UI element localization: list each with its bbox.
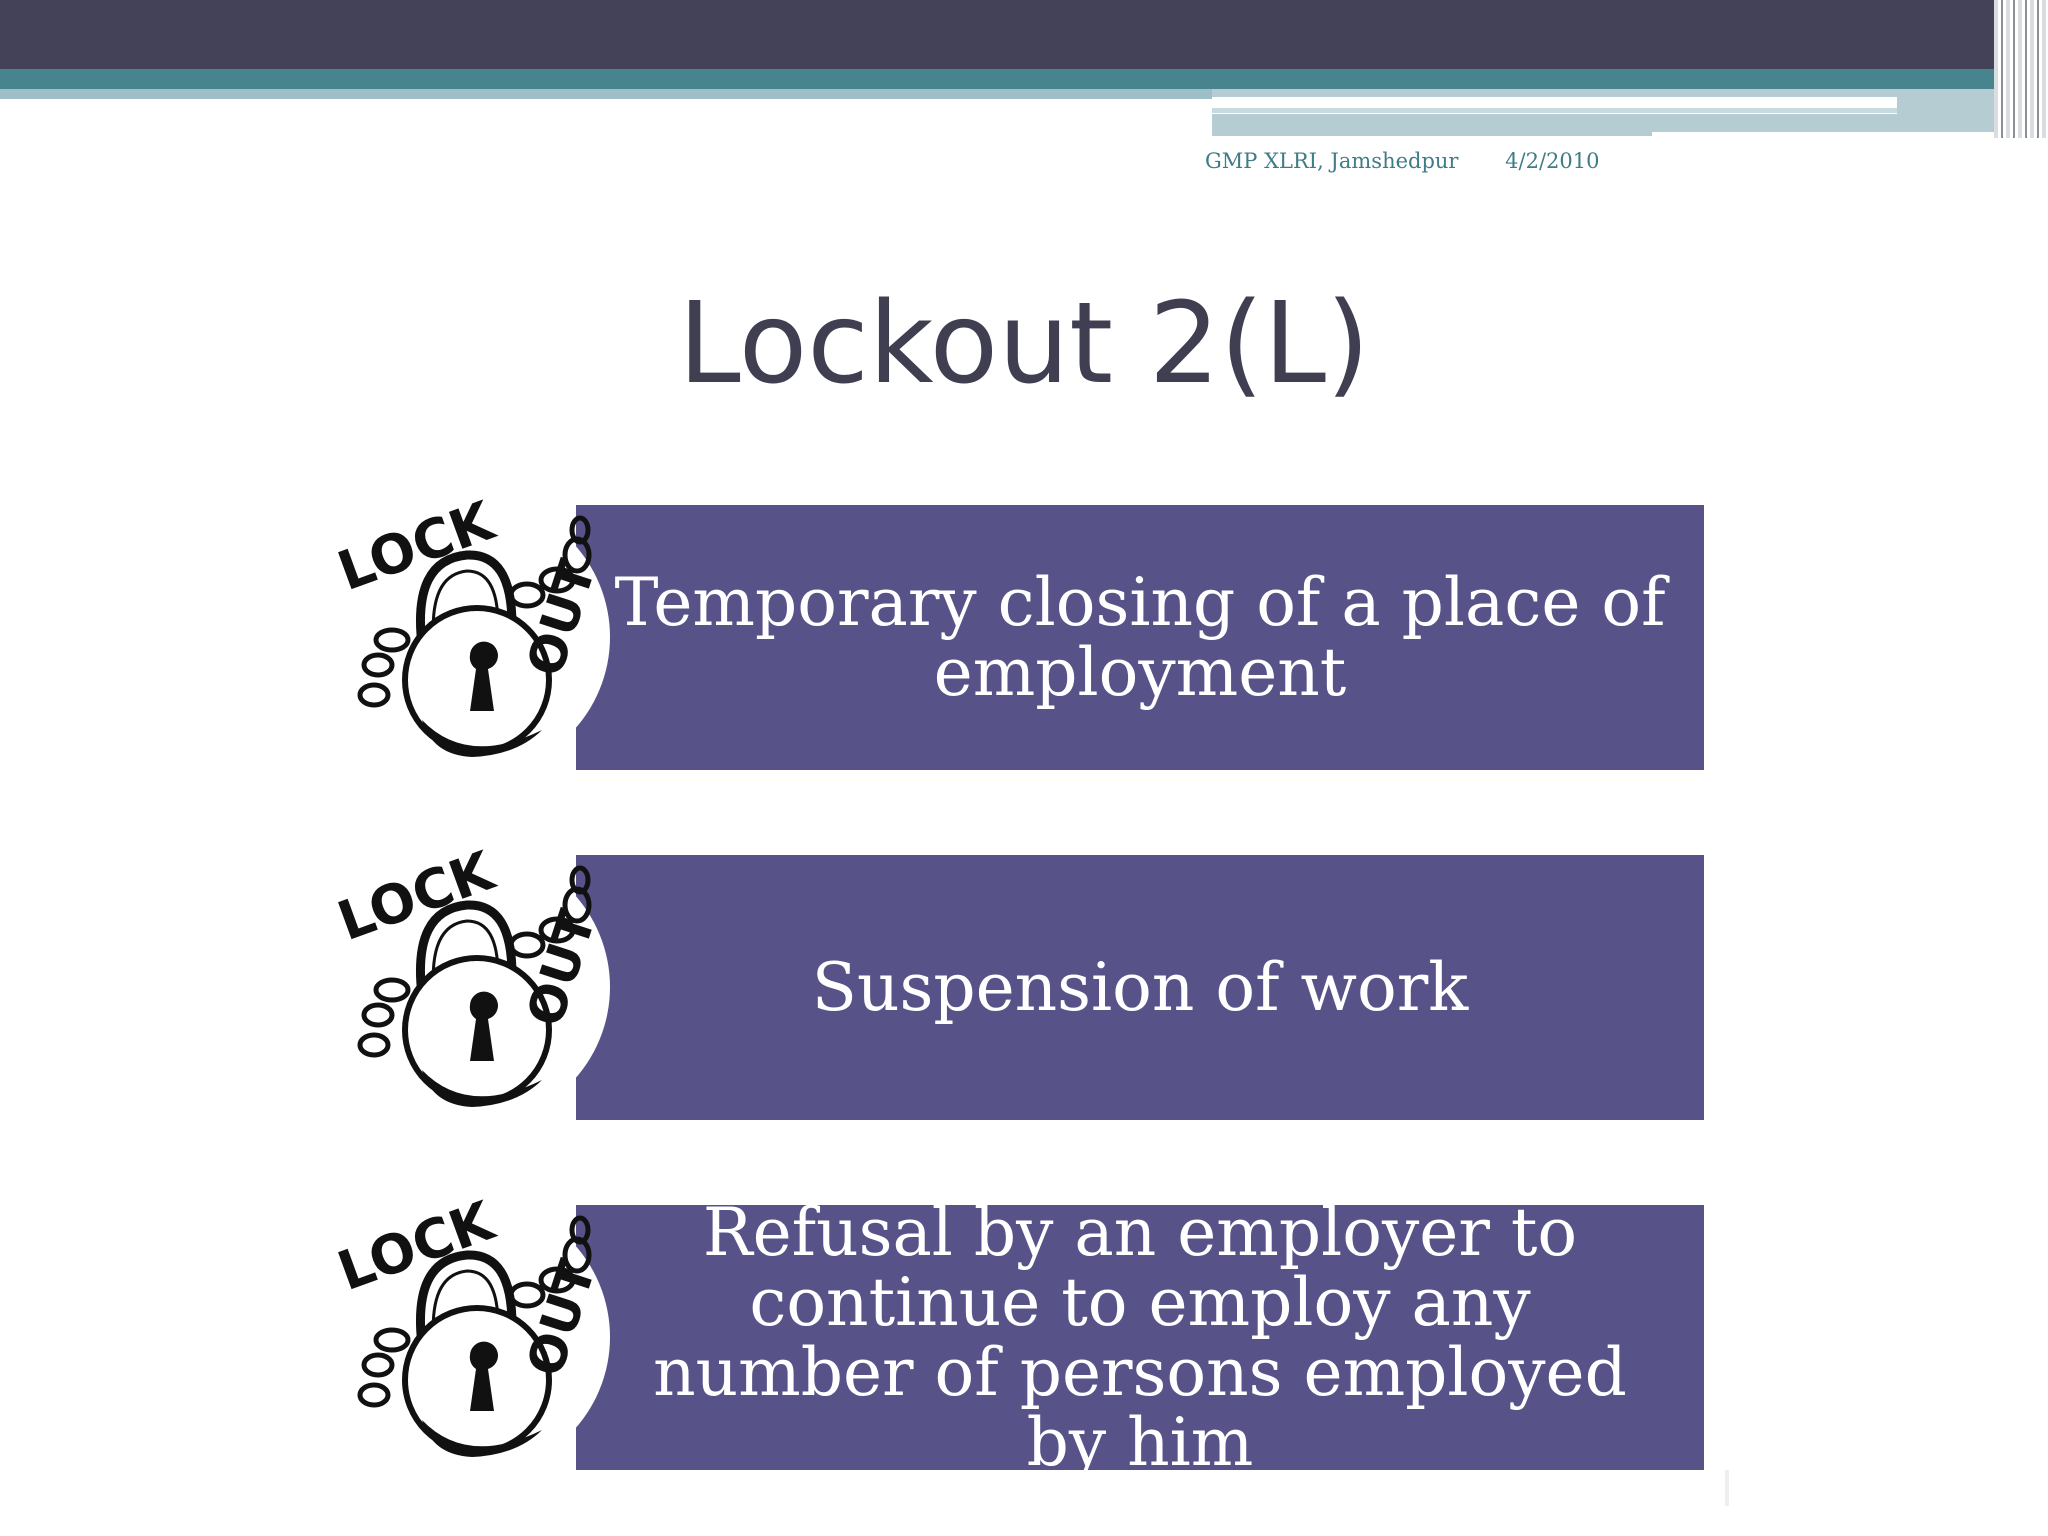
- item-text: Temporary closing of a place of employment: [614, 563, 1666, 711]
- lockout-padlock-icon: [329, 839, 617, 1120]
- top-dark-bar: [0, 0, 2048, 69]
- header-date: 4/2/2010: [1505, 149, 1600, 173]
- svg-text:OUT: OUT: [515, 553, 607, 684]
- svg-text:OUT: OUT: [515, 903, 607, 1034]
- header-info: [1205, 149, 1599, 173]
- top-right-stripes: [1994, 0, 2048, 138]
- item-text: Suspension of work: [811, 948, 1469, 1026]
- corner-mark: [1725, 1470, 1729, 1506]
- header-org: GMP XLRI, Jamshedpur: [1205, 149, 1459, 173]
- top-light-bar: [0, 89, 1212, 99]
- svg-text:LOCK: LOCK: [329, 839, 502, 954]
- top-teal-bar: [0, 69, 2048, 89]
- lockout-padlock-icon: [329, 1189, 617, 1470]
- top-right-accent-line-2: [1212, 108, 1897, 113]
- svg-text:LOCK: LOCK: [329, 1189, 502, 1304]
- svg-text:OUT: OUT: [515, 1253, 607, 1384]
- list-item: [329, 839, 1704, 1120]
- svg-text:LOCK: LOCK: [329, 489, 502, 604]
- list-item: [329, 489, 1704, 770]
- top-right-accent-notch: [1652, 132, 2002, 202]
- slide-title: Lockout 2(L): [678, 279, 1370, 409]
- list-item: [329, 1189, 1704, 1481]
- item-text: Refusal by an employer to continue to employ any number of persons employed by him: [653, 1193, 1627, 1481]
- lockout-padlock-icon: [329, 489, 617, 770]
